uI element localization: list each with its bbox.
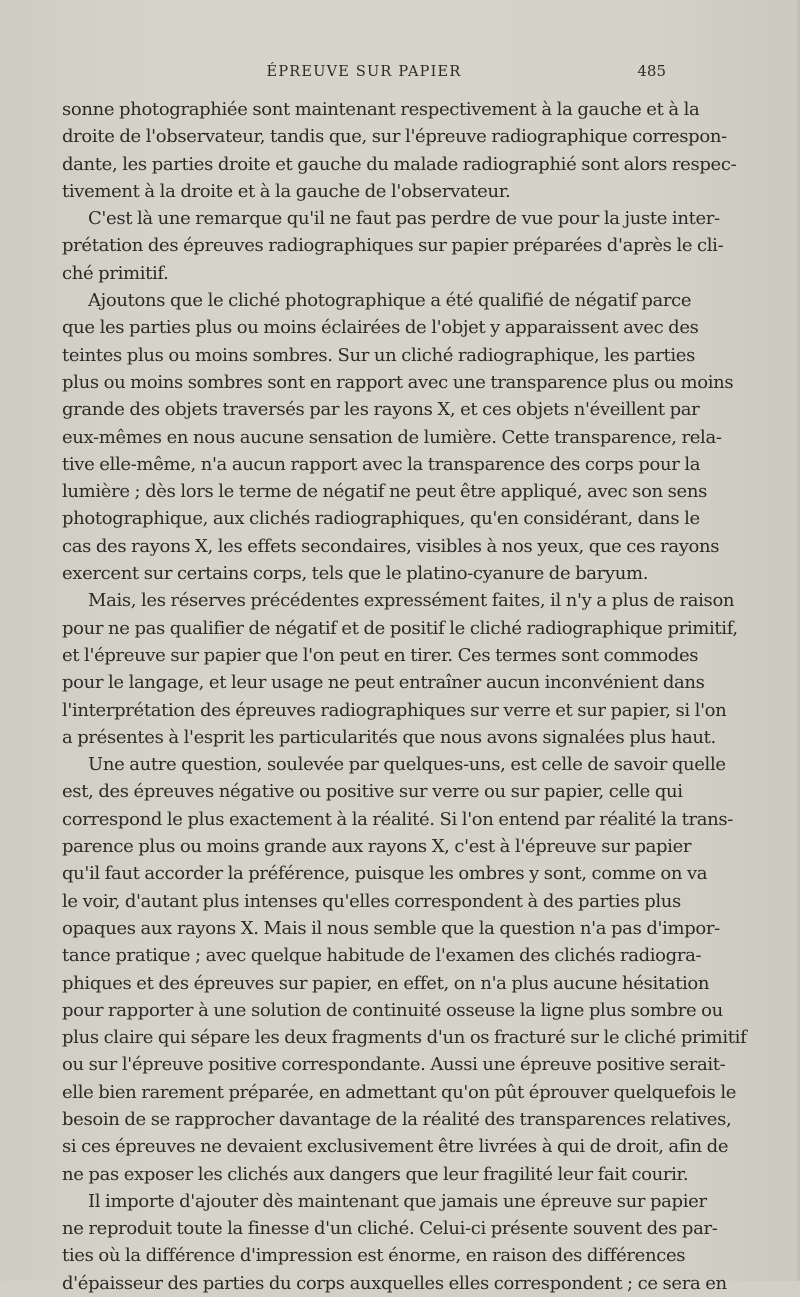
text-line: tive elle-même, n'a aucun rapport avec la transparence des corps pour la xyxy=(62,453,701,475)
text-line: elle bien rarement préparée, en admettant qu'on pût éprouver quelquefois le xyxy=(62,1081,737,1103)
text-line: pour rapporter à une solution de continuité osseuse la ligne plus sombre ou xyxy=(62,999,723,1021)
text-line: que les parties plus ou moins éclairées de l'objet y apparaissent avec des xyxy=(62,317,699,339)
paragraph xyxy=(62,205,724,287)
text-line: le voir, d'autant plus intenses qu'elles correspondent à des parties plus xyxy=(62,890,681,912)
text-line: l'interprétation des épreuves radiographiques sur verre et sur papier, si l'on xyxy=(62,699,727,721)
text-line: sonne photographiée sont maintenant respectivement à la gauche et à la xyxy=(62,99,700,120)
text-line: eux-mêmes en nous aucune sensation de lumière. Cette transparence, rela- xyxy=(62,426,722,448)
text-line: plus ou moins sombres sont en rapport avec une transparence plus ou moins xyxy=(62,371,734,393)
text-line: pour le langage, et leur usage ne peut entraîner aucun inconvénient dans xyxy=(62,672,705,694)
text-line: C'est là une remarque qu'il ne faut pas perdre de vue pour la juste inter- xyxy=(88,208,720,230)
text-line: Ajoutons que le cliché photographique a été qualifié de négatif parce xyxy=(88,290,692,312)
paragraph xyxy=(62,751,747,1188)
text-line: ché primitif. xyxy=(62,262,169,284)
text-line: a présentes à l'esprit les particularités que nous avons signalées plus haut. xyxy=(62,726,716,748)
paragraph xyxy=(62,587,738,751)
paragraph xyxy=(62,96,737,205)
text-line: grande des objets traversés par les rayons X, et ces objets n'éveillent par xyxy=(62,399,700,421)
page-edge xyxy=(794,0,800,1281)
text-line: Une autre question, soulevée par quelques-uns, est celle de savoir quelle xyxy=(88,754,726,776)
text-line: parence plus ou moins grande aux rayons X, c'est à l'épreuve sur papier xyxy=(62,836,692,858)
text-line: est, des épreuves négative ou positive sur verre ou sur papier, celle qui xyxy=(62,781,683,803)
text-line: et l'épreuve sur papier que l'on peut en tirer. Ces termes sont commodes xyxy=(62,644,699,666)
page-header xyxy=(62,62,666,86)
text-line: ne pas exposer les clichés aux dangers que leur fragilité leur fait courir. xyxy=(62,1163,689,1185)
text-line: opaques aux rayons X. Mais il nous semble que la question n'a pas d'impor- xyxy=(62,917,720,939)
text-line: pour ne pas qualifier de négatif et de positif le cliché radiographique primitif, xyxy=(62,617,738,639)
body-text xyxy=(62,96,747,1297)
text-line: exercent sur certains corps, tels que le platino-cyanure de baryum. xyxy=(62,563,649,585)
paragraph xyxy=(62,287,734,587)
text-line: si ces épreuves ne devaient exclusivement être livrées à qui de droit, afin de xyxy=(62,1136,729,1158)
text-line: lumière ; dès lors le terme de négatif ne peut être appliqué, avec son sens xyxy=(62,481,707,503)
text-line: ou sur l'épreuve positive correspondante. Aussi une épreuve positive serait- xyxy=(62,1054,726,1076)
text-line: ties où la différence d'impression est énorme, en raison des différences xyxy=(62,1245,686,1267)
text-line: Mais, les réserves précédentes expressément faites, il n'y a plus de raison xyxy=(88,590,735,612)
text-line: Il importe d'ajouter dès maintenant que jamais une épreuve sur papier xyxy=(88,1190,707,1212)
text-line: ne reproduit toute la finesse d'un cliché. Celui-ci présente souvent des par- xyxy=(62,1218,718,1240)
text-line: d'épaisseur des parties du corps auxquelles elles correspondent ; ce sera en xyxy=(62,1272,727,1294)
text-line: plus claire qui sépare les deux fragments d'un os fracturé sur le cliché primitif xyxy=(62,1027,747,1049)
text-line: teintes plus ou moins sombres. Sur un cliché radiographique, les parties xyxy=(62,344,695,366)
text-line: correspond le plus exactement à la réalité. Si l'on entend par réalité la trans- xyxy=(62,808,733,830)
running-title: ÉPREUVE SUR PAPIER xyxy=(266,64,462,80)
text-line: prétation des épreuves radiographiques sur papier préparées d'après le cli- xyxy=(62,235,724,257)
text-line: tance pratique ; avec quelque habitude de l'examen des clichés radiogra- xyxy=(62,945,702,967)
page-number: 485 xyxy=(637,62,666,80)
text-line: photographique, aux clichés radiographiques, qu'en considérant, dans le xyxy=(62,508,700,530)
text-line: tivement à la droite et à la gauche de l'observateur. xyxy=(62,180,511,202)
text-line: droite de l'observateur, tandis que, sur l'épreuve radiographique correspon- xyxy=(62,126,727,148)
text-line: phiques et des épreuves sur papier, en effet, on n'a plus aucune hésitation xyxy=(62,972,710,994)
text-line: besoin de se rapprocher davantage de la réalité des transparences relatives, xyxy=(62,1108,732,1130)
text-line: qu'il faut accorder la préférence, puisque les ombres y sont, comme on va xyxy=(62,863,708,885)
text-line: dante, les parties droite et gauche du malade radiographié sont alors respec- xyxy=(62,153,737,175)
text-line: cas des rayons X, les effets secondaires, visibles à nos yeux, que ces rayons xyxy=(62,535,720,557)
